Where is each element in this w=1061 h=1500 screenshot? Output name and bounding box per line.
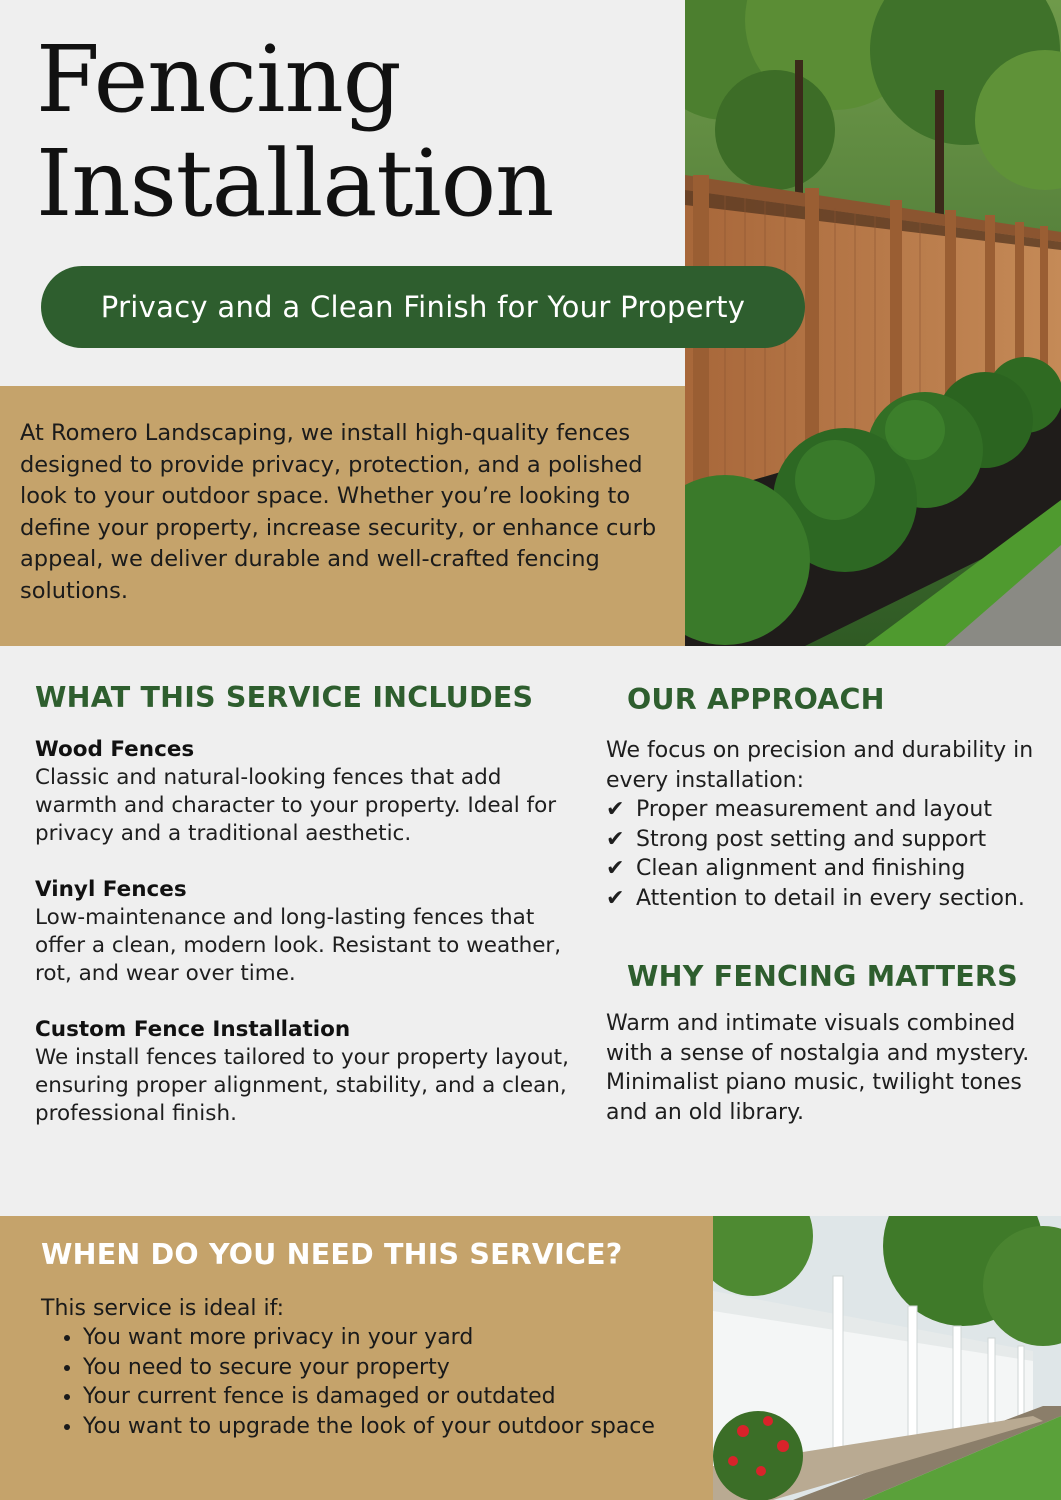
service-item-text: Classic and natural-looking fences that add warmth and character to your property. Ideal for privacy and a traditional aesthetic. xyxy=(35,765,557,846)
approach-section xyxy=(606,680,1051,1127)
check-icon: ✔ xyxy=(606,826,625,852)
check-icon: ✔ xyxy=(606,797,625,822)
why-heading: WHY FENCING MATTERS xyxy=(627,960,1018,993)
service-item xyxy=(35,736,575,848)
service-item-title: Custom Fence Installation xyxy=(35,1017,351,1042)
service-item-text: We install fences tailored to your property layout, ensuring proper alignment, stability, and a clean, professional finish. xyxy=(35,1045,569,1126)
tagline-text: Privacy and a Clean Finish for Your Property xyxy=(100,290,746,324)
list-item: • You need to secure your property xyxy=(83,1353,683,1383)
title-line-1: Fencing xyxy=(36,26,401,133)
service-item xyxy=(35,1016,575,1128)
approach-point: ✔ Attention to detail in every section. xyxy=(606,884,1051,914)
list-item: • You want more privacy in your yard xyxy=(83,1323,683,1353)
approach-point: ✔ Proper measurement and layout xyxy=(606,795,1051,825)
approach-point: ✔ Strong post setting and support xyxy=(606,825,1051,855)
service-includes-section xyxy=(35,680,575,1128)
list-item: • You want to upgrade the look of your outdoor space xyxy=(83,1412,683,1442)
tagline-banner xyxy=(41,266,805,348)
title-line-2: Installation xyxy=(36,130,554,237)
when-panel xyxy=(0,1216,713,1500)
why-text: Warm and intimate visuals combined with a sense of nostalgia and mystery. Minimalist piano music, twilight tones and an old library. xyxy=(606,1011,1030,1125)
intro-panel xyxy=(0,386,685,646)
check-icon: ✔ xyxy=(606,885,625,911)
approach-point: ✔ Clean alignment and finishing xyxy=(606,854,1051,884)
list-item: • Your current fence is damaged or outdated xyxy=(83,1382,683,1412)
approach-list xyxy=(606,795,1051,913)
service-item xyxy=(35,876,575,988)
when-list xyxy=(41,1323,683,1441)
service-item-text: Low-maintenance and long-lasting fences that offer a clean, modern look. Resistant to weather, rot, and wear over time. xyxy=(35,905,562,986)
service-item-title: Vinyl Fences xyxy=(35,877,187,902)
intro-text: At Romero Landscaping, we install high-quality fences designed to provide privacy, protection, and a polished look to your outdoor space. Whether you’re looking to define your property, increase security, or enhance curb appeal, we deliver durable and well-crafted fencing solutions. xyxy=(20,420,657,604)
includes-heading: WHAT THIS SERVICE INCLUDES xyxy=(35,681,534,714)
service-item-title: Wood Fences xyxy=(35,737,195,762)
vinyl-fence-photo xyxy=(713,1216,1061,1500)
check-icon: ✔ xyxy=(606,856,625,881)
approach-intro: We focus on precision and durability in every installation: xyxy=(606,738,1034,793)
when-heading: WHEN DO YOU NEED THIS SERVICE? xyxy=(41,1238,623,1271)
page-title xyxy=(36,28,553,236)
when-lead: This service is ideal if: xyxy=(41,1296,284,1321)
approach-heading: OUR APPROACH xyxy=(627,683,885,716)
